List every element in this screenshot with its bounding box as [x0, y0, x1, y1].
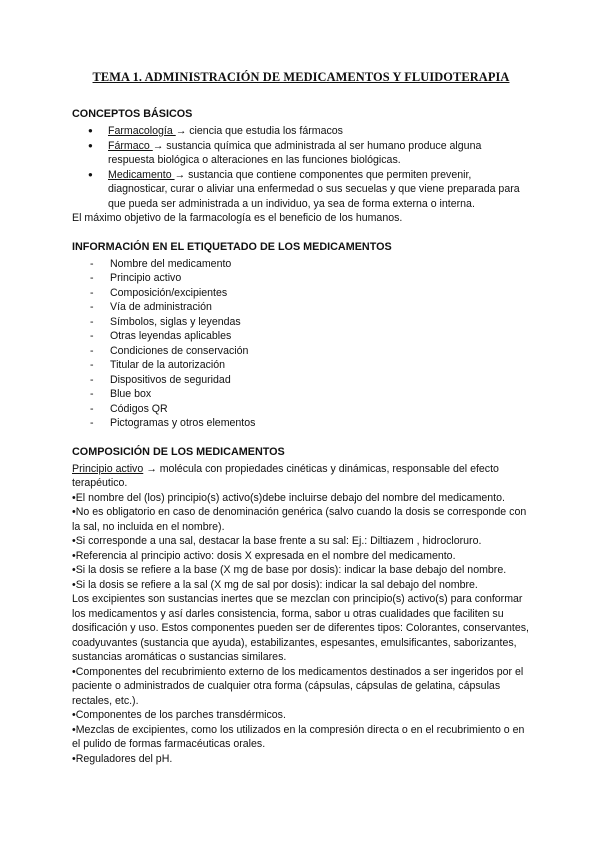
- section-composicion: [72, 445, 530, 767]
- term: Medicamento: [108, 168, 175, 181]
- paragraph: •Si la dosis se refiere a la base (X mg de base por dosis): indicar la base debajo del nombre.: [72, 564, 507, 576]
- list-item: - Pictogramas y otros elementos: [90, 416, 530, 431]
- list-item: - Otras leyendas aplicables: [90, 329, 530, 344]
- list-item: - Principio activo: [90, 271, 530, 286]
- list-item: - Códigos QR: [90, 402, 530, 417]
- definition: → sustancia que contiene componentes que permiten prevenir, diagnosticar, curar o aliviar una enfermedad o sus secuelas y que viene preparada para que pueda ser administrada a un individuo, ya sea de forma externa o interna.: [108, 168, 520, 210]
- definition: → molécula con propiedades cinéticas y dinámicas, responsable del efecto terapéutico.: [72, 462, 499, 489]
- list-item: - Condiciones de conservación: [90, 344, 530, 359]
- paragraph: •Reguladores del pH.: [72, 752, 173, 765]
- paragraph: •Si corresponde a una sal, destacar la base frente a su sal: Ej.: Diltiazem , hidrocloruro.: [72, 535, 482, 547]
- list-item: - Composición/excipientes: [90, 286, 530, 301]
- list-item: - Símbolos, siglas y leyendas: [90, 315, 530, 330]
- section-etiquetado: [72, 240, 530, 431]
- section-conceptos-basicos: [72, 107, 530, 226]
- paragraph: •Mezclas de excipientes, como los utilizados en la compresión directa o en el recubrimiento o en el pulido de formas farmacéuticas orales.: [72, 723, 525, 750]
- paragraph: Los excipientes son sustancias inertes que se mezclan con principio(s) activo(s) para conformar los medicamentos y así darles consistencia, forma, sabor u otras cualidades que faciliten su dosificación y uso. Estos componentes pueden ser de diferentes tipos: Colorantes, conservantes, coadyuvantes (sustancia que ayuda), estabilizantes, espesantes, emulsificantes, saborizantes, sustancias aromáticas o sustancias similares.: [72, 593, 529, 663]
- list-item: - Blue box: [90, 387, 530, 402]
- definition: → ciencia que estudia los fármacos: [175, 125, 343, 137]
- term: Principio activo: [72, 462, 144, 475]
- concepts-list: [72, 124, 530, 211]
- section-heading: CONCEPTOS BÁSICOS: [72, 108, 193, 120]
- list-item: - Vía de administración: [90, 300, 530, 315]
- paragraph: •El nombre del (los) principio(s) activo(s)debe incluirse debajo del nombre del medicamento.: [72, 491, 505, 504]
- list-item: - Nombre del medicamento: [90, 257, 530, 272]
- paragraph: El máximo objetivo de la farmacología es el beneficio de los humanos.: [72, 212, 403, 224]
- term: Fármaco: [108, 139, 153, 152]
- list-item: - Dispositivos de seguridad: [90, 373, 530, 388]
- paragraph: [72, 462, 530, 491]
- section-heading: COMPOSICIÓN DE LOS MEDICAMENTOS: [72, 445, 285, 458]
- definition: → sustancia química que administrada al ser humano produce alguna respuesta biológica o alteraciones en las funciones biológicas.: [108, 139, 482, 166]
- labeling-list: [72, 257, 530, 431]
- list-item: [88, 139, 530, 168]
- paragraph: •Componentes de los parches transdérmicos.: [72, 709, 286, 721]
- page-title: TEMA 1. ADMINISTRACIÓN DE MEDICAMENTOS Y FLUIDOTERAPIA: [92, 70, 510, 84]
- section-heading: INFORMACIÓN EN EL ETIQUETADO DE LOS MEDICAMENTOS: [72, 240, 392, 253]
- list-item: [88, 168, 530, 212]
- paragraph: •Componentes del recubrimiento externo de los medicamentos destinados a ser ingeridos por el paciente o administrados de cualquier otra forma (cápsulas, cápsulas de gelatina, cápsulas rectales, etc.).: [72, 665, 524, 707]
- paragraph: •No es obligatorio en caso de denominación genérica (salvo cuando la dosis se corresponde con la sal, no incluida en el nombre).: [72, 506, 527, 533]
- list-item: [88, 124, 530, 139]
- list-item: - Titular de la autorización: [90, 358, 530, 373]
- paragraph: •Si la dosis se refiere a la sal (X mg de sal por dosis): indicar la sal debajo del nombre.: [72, 578, 478, 591]
- paragraph: •Referencia al principio activo: dosis X expresada en el nombre del medicamento.: [72, 549, 456, 562]
- term: Farmacología: [108, 125, 176, 137]
